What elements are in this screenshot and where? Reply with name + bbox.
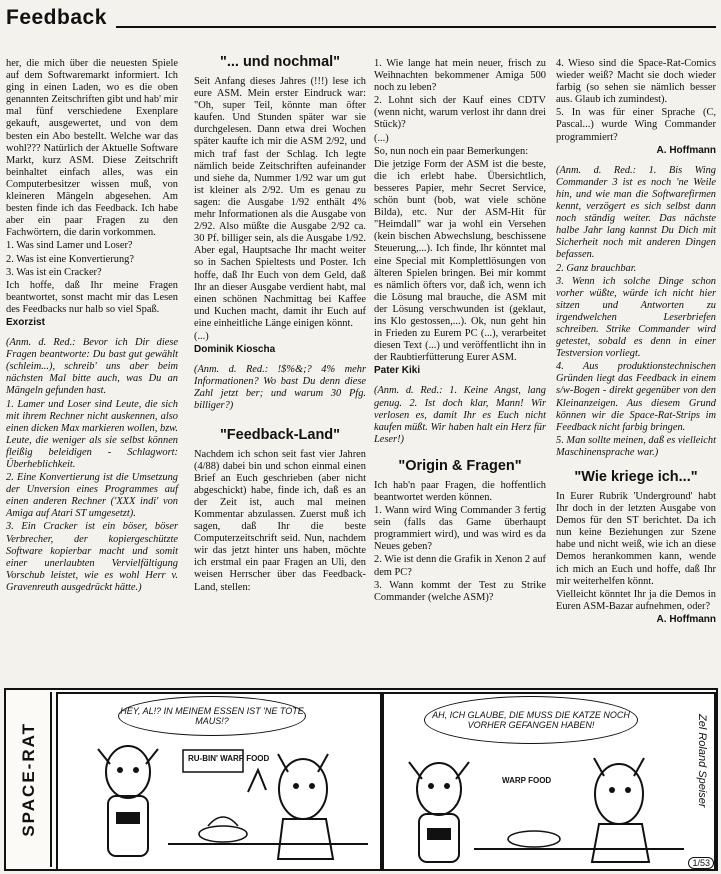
signature: A. Hoffmann — [656, 613, 716, 625]
food-sign: WARP FOOD — [502, 776, 552, 785]
question: 2. Wie ist denn die Grafik in Xenon 2 auf dem PC? — [374, 554, 546, 578]
editor-reply: 3. Wenn ich solche Dinge schon vorher wüßte, würde ich nicht hier sitzen und Antworten zu irgendwelchen Leserbriefen schreiben. Strike Commander wird getestet, sobald es denn in einer Testversion vorliegt. — [556, 275, 716, 360]
letter-text: Ich hoffe, daß Ihr meine Fragen beantwortet, sonst macht mir das Lesen des Feedbacks nur halb so viel Spaß. — [6, 279, 178, 315]
question: 3. Was ist ein Cracker? — [6, 266, 102, 278]
editor-reply: 3. Ein Cracker ist ein böser, böser Verbrecher, der kopiergeschützte Software kopierbar macht und somit einer unerlaubten Vervielfältigung Vorschub leistet, wie es wohl Herr v. Gravenreuth ausgedrückt hätte.) — [6, 521, 178, 593]
editor-reply: 2. Eine Konvertierung ist die Umsetzung der Unversion eines Programmes auf einen anderen Rechner ('XXX indi' von Amiga auf Atari ST umgesetzt). — [6, 472, 178, 520]
signature: Exorzist — [6, 316, 45, 328]
comic-panel-2 — [382, 692, 716, 871]
editor-reply: (Anm. d. Red.: 1. Bis Wing Commander 3 ist es noch 'ne Weile hin, und wie man die Softwarefirmen kennt, verzögert es sich selbst dann noch ständig weiter. Das nächste halbe Jahr lang kannst Du Dich mit Sicherheit noch mit anderen Dingen befassen. — [556, 164, 716, 261]
question: 1. Wann wird Wing Commander 3 fertig sein (falls das Game überhaupt programmiert wird), und was wird es da Neues geben? — [374, 505, 546, 553]
food-sign: RU-BIN' WARP FOOD — [188, 754, 270, 763]
comic-side-title — [8, 692, 52, 867]
question: 4. Wieso sind die Space-Rat-Comics wieder weiß? Macht sie doch wieder farbig (so sehen sie nämlich besser aus. Glaub ich zumindest). — [556, 58, 716, 106]
letter-text: Vielleicht könntet Ihr ja die Demos in Euren ASM-Bazar aufnehmen, oder? — [556, 588, 716, 612]
letter-heading: "... und nochmal" — [219, 54, 341, 70]
editor-reply: (Anm. d. Red.: 1. Keine Angst, lang genug. 2. Ist doch klar, Mann! Wir verlosen es, damit Ihr es Euch nicht kaufen müßt. Wir haben halt ein Herz für Leser!) — [374, 385, 546, 445]
page-header — [6, 6, 716, 34]
question: 5. In was für einer Sprache (C, Pascal...) wurde Wing Commander programmiert? — [556, 107, 716, 143]
ellipsis: (...) — [194, 330, 209, 342]
header-rule — [116, 26, 716, 28]
comic-drawing-1 — [58, 694, 380, 869]
column-2 — [194, 50, 366, 595]
letter-text: Ich hab'n paar Fragen, die hoffentlich beantwortet werden können. — [374, 479, 546, 503]
letter-text: her, die mich über die neuesten Spiele auf dem Softwaremarkt informiert. Ich ging in einen Laden, wo es die oben genannten Zeitschriften gibt und hab' mir mal fünf verschiedene Exenplare gekauft, ausgewertet, und von dem besten ein Abo bestellt. Welche war das wohl??? Natürlich der Aktuelle Software Markt, kurz ASM. Diese Zeitschrift beinhaltet einfach alles, was ein Computerbesitzer wissen muß, von kleineren Mängeln abgesehen. Am besten finde ich das Feedback. Ich habe aber ein paar Fragen zu den Fachwörtern, die darin vorkommen. — [6, 58, 178, 239]
speech-bubble: AH, ICH GLAUBE, DIE MUSS DIE KATZE NOCH VORHER GEFANGEN HABEN! — [424, 696, 638, 744]
editor-reply: 5. Man sollte meinen, daß es vielleicht Maschinensprache war.) — [556, 434, 716, 458]
question: 2. Was ist eine Konvertierung? — [6, 253, 134, 265]
artist-signature: Zel Roland Speiser — [696, 714, 708, 808]
column-4 — [556, 58, 716, 627]
comic-panel-1 — [56, 692, 382, 871]
column-3 — [374, 58, 546, 605]
question: 1. Was sind Lamer und Loser? — [6, 240, 133, 252]
letter-text: In Eurer Rubrik 'Underground' habt Ihr doch in der letzten Ausgabe von Demos für den ST berichtet. Da ich nun keine Beziehungen zur Szene habe und nicht weiß, wie ich an diese Demos herankommen kann, wende ich mich an Euch und hoffe, daß Ihr mir weiterhelfen könnt. — [556, 491, 716, 587]
editor-reply: (Anm. d. Red.: !$%&;? 4% mehr Informationen? Wo bast Du denn diese Zahl jetzt ber; und warum 30 Pfg. billiger?) — [194, 364, 366, 412]
speech-bubble: HEY, AL!? IN MEINEM ESSEN IST 'NE TOTE MAUS!? — [118, 696, 306, 736]
signature: Dominik Kioscha — [194, 344, 276, 356]
comic-logo-text: SPACE-RAT — [19, 722, 38, 837]
question: 3. Wann kommt der Test zu Strike Commander (welche ASM)? — [374, 579, 546, 603]
editor-reply: 1. Lamer und Loser sind Leute, die sich mit ihrem Rechner nicht auskennen, also einen dicken Max markieren wollen, bzw. Leute, die weniger als sie selbst können fleißig beleidigen - Schlagwort: Überheblichkeit. — [6, 398, 178, 470]
page-number: 1/53 — [688, 857, 714, 869]
letter-text: Seit Anfang dieses Jahres (!!!) lese ich eure ASM. Mein erster Eindruck war: "Oh, super Teil, könnte man öfter kaufen. Und Stunden später war sie durchgelesen. Dann etwa drei Wochen später kaufte ich mir die ASM 2/92, und mich traf fast der Schlag. Ich legte nämlich beide Zeitschriften aufeinander und siehe da, Nummer 1/92 war um gut ist kleiner als 2/92. Um es genau zu sagen: die Ausgabe 1/92 enthält 4% mehr Informationen als die Ausgabe von 2/92. Also müßte die Ausgabe 2/92 ca. 30 Pf. billiger sein, als die Ausgabe 1/92. Aber egal, Hauptsache Ihr macht weiter so in Sachen Spieltests und Poster. Ich hoffe, daß Ihr Euch von dem Geld, daß Ihr an dieser Ausgabe verdient habt, mal einen schönen Nachmittag bei Kaffee und Kuchen macht, damit ihr Euch auf eine einheitliche Länge einigen könnt. — [194, 76, 366, 329]
letter-text: So, nun noch ein paar Bemerkungen: — [374, 145, 529, 157]
editor-reply: 2. Ganz brauchbar. — [556, 262, 637, 274]
signature: Pater Kiki — [374, 365, 421, 377]
editor-reply: 4. Aus produktionstechnischen Gründen liegt das Feedback in einem s/w-Bogen - direkt gegenüber von den Kleinanzeigen. Aus diesem Grund können wir die Space-Rat-Strips im Feedback nicht farbig bringen. — [556, 361, 716, 433]
column-1 — [6, 58, 178, 595]
letter-heading: "Wie kriege ich..." — [574, 469, 698, 485]
letter-heading: "Origin & Fragen" — [398, 457, 522, 474]
section-title: Feedback — [6, 6, 107, 29]
signature: A. Hoffmann — [656, 144, 716, 156]
letter-text: Die jetzige Form der ASM ist die beste, die ich erlebt habe. Übersichtlich, besseres Papier, mehr Secret Service, schön bunt (bob, wat viele schöne Bilda), etc. Nur der ASM-Hit für "Heimdall" war ja wohl ein Versehen (kein bischen Abwechslung, beschissene Steuerung,...). Ich finde, Ihr könntet mal eine Special mit Komplettlösungen von älteren Spielen bringen. Bei mir kommt es nämlich öfters vor, daß ich, wenn ich die Lösung mal brauche, die ASM mit der Lösung verschwunden ist (geklaut, ins Klo gestossen,...). Ok, nun geht hin in Frieden zu Eurem PC (...), verarbeitet diesen Text (...) und veröffentlicht ihn in der Raubtierfütterung Eurer ASM. — [374, 158, 546, 364]
letter-heading: "Feedback-Land" — [219, 426, 341, 443]
editor-reply: (Anm. d. Red.: Bevor ich Dir diese Fragen beantworte: Du bast gut gewählt (schleim...), schreib' uns aber beim nächsten Mal bitte auch, was Du an Mängeln gefunden hast. — [6, 337, 178, 397]
question: 2. Lohnt sich der Kauf eines CDTV (wenn nicht, warum verlost ihr dann drei Stück)? — [374, 95, 546, 131]
comic-strip — [4, 688, 718, 871]
ellipsis: (...) — [374, 132, 389, 144]
question: 1. Wie lange hat mein neuer, frisch zu Weihnachten bekommener Amiga 500 noch zu leben? — [374, 58, 546, 94]
letter-text: Nachdem ich schon seit fast vier Jahren (4/88) dabei bin und schon einmal einen Brief an Euch geschrieben (aber nicht abgeschickt) habe, finde ich, daß es an der Zeit ist, auch mal meinen Kommentar abzulassen. Zuerst muß ich sagen, daß Ihr die beste Computerzeitschrift seid. Nun, nachdem wir das jetzt hinter uns haben, möchte ich erstmal ein paar Fragen an Uli, den weisen Herrscher über das Feedback-Land, stellen: — [194, 448, 366, 593]
